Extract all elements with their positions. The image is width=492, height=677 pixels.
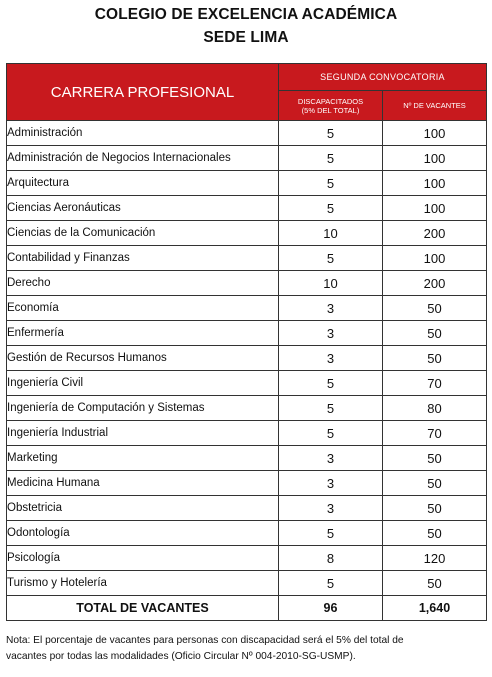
cell-vacantes: 200	[383, 221, 487, 246]
cell-discapacitados: 10	[279, 271, 383, 296]
table-row	[7, 496, 487, 521]
cell-discapacitados: 3	[279, 496, 383, 521]
cell-vacantes: 100	[383, 196, 487, 221]
cell-carrera: Contabilidad y Finanzas	[7, 246, 279, 271]
cell-vacantes: 50	[383, 321, 487, 346]
vacancies-table	[6, 63, 487, 621]
table-row	[7, 171, 487, 196]
total-vacantes: 1,640	[383, 596, 487, 621]
cell-carrera: Gestión de Recursos Humanos	[7, 346, 279, 371]
cell-discapacitados: 5	[279, 571, 383, 596]
cell-vacantes: 50	[383, 446, 487, 471]
cell-carrera: Medicina Humana	[7, 471, 279, 496]
cell-discapacitados: 3	[279, 346, 383, 371]
cell-vacantes: 100	[383, 246, 487, 271]
footnote-line2: vacantes por todas las modalidades (Oficio Circular Nº 004-2010-SG-USMP).	[6, 651, 356, 662]
table-row	[7, 346, 487, 371]
header-carrera: CARRERA PROFESIONAL	[7, 64, 279, 121]
cell-carrera: Odontología	[7, 521, 279, 546]
footnote-line1: Nota: El porcentaje de vacantes para personas con discapacidad será el 5% del total de	[6, 635, 404, 646]
total-label: TOTAL DE VACANTES	[7, 596, 279, 621]
cell-vacantes: 120	[383, 546, 487, 571]
page-title-line1: COLEGIO DE EXCELENCIA ACADÉMICA	[94, 6, 398, 23]
cell-vacantes: 50	[383, 496, 487, 521]
header-discapacitados-line2: (5% DEL TOTAL)	[301, 105, 360, 115]
table-row	[7, 221, 487, 246]
table-row	[7, 196, 487, 221]
cell-discapacitados: 5	[279, 396, 383, 421]
table-row	[7, 446, 487, 471]
cell-vacantes: 100	[383, 121, 487, 146]
cell-carrera: Marketing	[7, 446, 279, 471]
table-row	[7, 471, 487, 496]
cell-carrera: Ingeniería Industrial	[7, 421, 279, 446]
cell-carrera: Ciencias Aeronáuticas	[7, 196, 279, 221]
cell-carrera: Administración	[7, 121, 279, 146]
table-row	[7, 296, 487, 321]
cell-carrera: Enfermería	[7, 321, 279, 346]
cell-discapacitados: 3	[279, 446, 383, 471]
cell-discapacitados: 8	[279, 546, 383, 571]
cell-vacantes: 70	[383, 421, 487, 446]
cell-vacantes: 80	[383, 396, 487, 421]
cell-carrera: Economía	[7, 296, 279, 321]
cell-discapacitados: 5	[279, 521, 383, 546]
header-discapacitados	[279, 91, 383, 121]
cell-vacantes: 100	[383, 171, 487, 196]
cell-discapacitados: 3	[279, 296, 383, 321]
cell-carrera: Derecho	[7, 271, 279, 296]
cell-carrera: Arquitectura	[7, 171, 279, 196]
cell-carrera: Turismo y Hotelería	[7, 571, 279, 596]
cell-vacantes: 70	[383, 371, 487, 396]
table-body	[7, 121, 487, 596]
table-row	[7, 271, 487, 296]
table-row	[7, 421, 487, 446]
cell-vacantes: 50	[383, 571, 487, 596]
cell-carrera: Obstetricia	[7, 496, 279, 521]
page-title-line2: SEDE LIMA	[203, 29, 289, 46]
cell-discapacitados: 5	[279, 196, 383, 221]
cell-discapacitados: 3	[279, 321, 383, 346]
cell-vacantes: 50	[383, 471, 487, 496]
cell-discapacitados: 3	[279, 471, 383, 496]
table-row	[7, 146, 487, 171]
table-row	[7, 371, 487, 396]
cell-discapacitados: 5	[279, 121, 383, 146]
cell-carrera: Ingeniería de Computación y Sistemas	[7, 396, 279, 421]
header-segunda-convocatoria: SEGUNDA CONVOCATORIA	[279, 64, 487, 91]
cell-carrera: Psicología	[7, 546, 279, 571]
cell-discapacitados: 5	[279, 421, 383, 446]
table-row	[7, 521, 487, 546]
cell-vacantes: 200	[383, 271, 487, 296]
cell-discapacitados: 5	[279, 171, 383, 196]
cell-carrera: Ingeniería Civil	[7, 371, 279, 396]
table-row	[7, 121, 487, 146]
cell-carrera: Ciencias de la Comunicación	[7, 221, 279, 246]
table-row	[7, 246, 487, 271]
header-vacantes: Nº DE VACANTES	[383, 91, 487, 121]
table-row	[7, 571, 487, 596]
table-row	[7, 321, 487, 346]
cell-vacantes: 50	[383, 296, 487, 321]
cell-discapacitados: 10	[279, 221, 383, 246]
cell-discapacitados: 5	[279, 246, 383, 271]
total-row	[7, 596, 487, 621]
total-discapacitados: 96	[279, 596, 383, 621]
cell-vacantes: 100	[383, 146, 487, 171]
cell-vacantes: 50	[383, 346, 487, 371]
cell-vacantes: 50	[383, 521, 487, 546]
cell-carrera: Administración de Negocios Internacionales	[7, 146, 279, 171]
table-row	[7, 546, 487, 571]
footnote	[6, 633, 486, 665]
cell-discapacitados: 5	[279, 371, 383, 396]
cell-discapacitados: 5	[279, 146, 383, 171]
table-row	[7, 396, 487, 421]
header-discapacitados-line1: DISCAPACITADOS	[297, 96, 364, 106]
